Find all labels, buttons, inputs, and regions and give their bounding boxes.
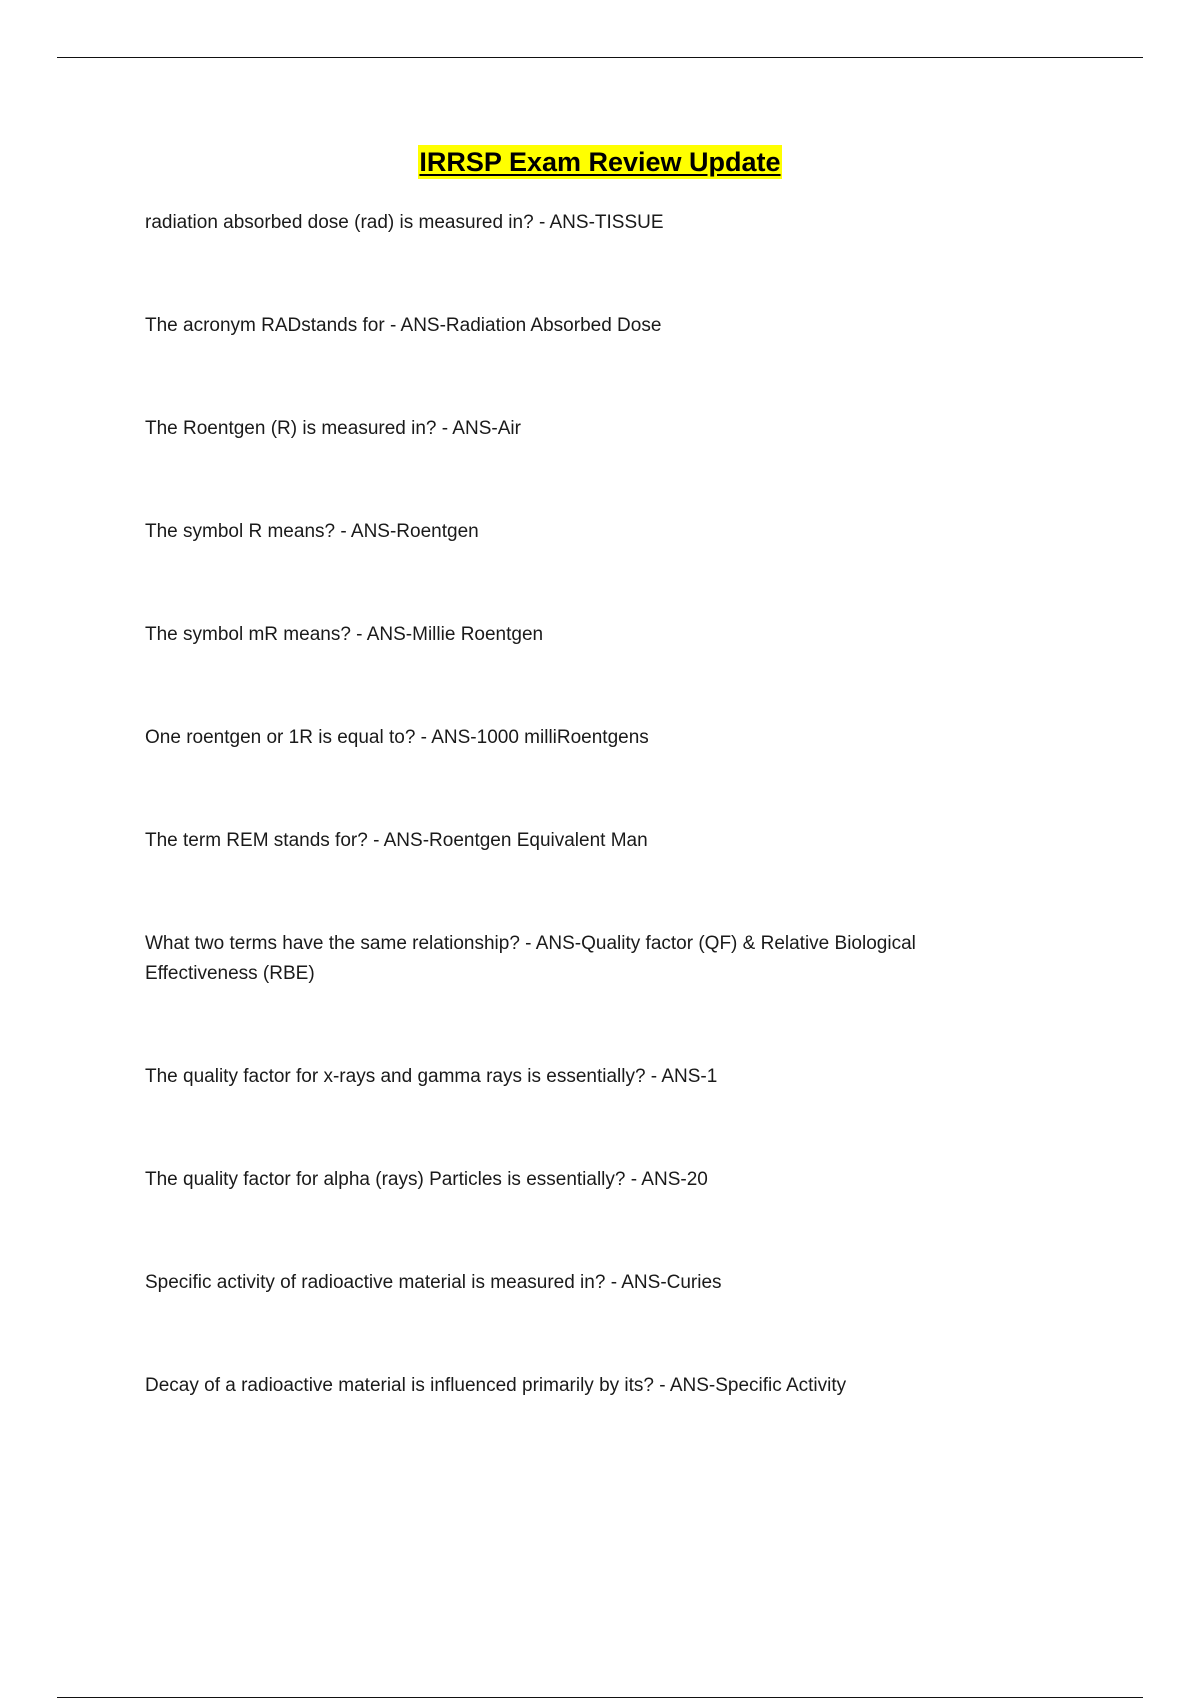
qa-item: One roentgen or 1R is equal to? - ANS-1000 milliRoentgens xyxy=(145,727,649,748)
qa-item: Decay of a radioactive material is influenced primarily by its? - ANS-Specific Activity xyxy=(145,1375,847,1396)
qa-item: radiation absorbed dose (rad) is measured in? - ANS-TISSUE xyxy=(145,212,664,233)
qa-item: The symbol mR means? - ANS-Millie Roentgen xyxy=(145,624,544,645)
qa-item: The quality factor for x-rays and gamma rays is essentially? - ANS-1 xyxy=(145,1066,718,1087)
qa-item: The acronym RADstands for - ANS-Radiation Absorbed Dose xyxy=(145,315,662,336)
top-rule xyxy=(57,57,1143,58)
qa-item: The symbol R means? - ANS-Roentgen xyxy=(145,521,479,542)
qa-item: Specific activity of radioactive material is measured in? - ANS-Curies xyxy=(145,1272,722,1293)
qa-item: The Roentgen (R) is measured in? - ANS-Air xyxy=(145,418,521,439)
bottom-rule xyxy=(57,1697,1143,1698)
qa-item: The quality factor for alpha (rays) Particles is essentially? - ANS-20 xyxy=(145,1169,708,1190)
qa-list xyxy=(145,208,1005,1474)
title-container xyxy=(0,145,1200,179)
qa-item: What two terms have the same relationship? - ANS-Quality factor (QF) & Relative Biological Effectiveness (RBE) xyxy=(145,933,916,984)
qa-item: The term REM stands for? - ANS-Roentgen Equivalent Man xyxy=(145,830,648,851)
document-title: IRRSP Exam Review Update xyxy=(419,147,781,177)
